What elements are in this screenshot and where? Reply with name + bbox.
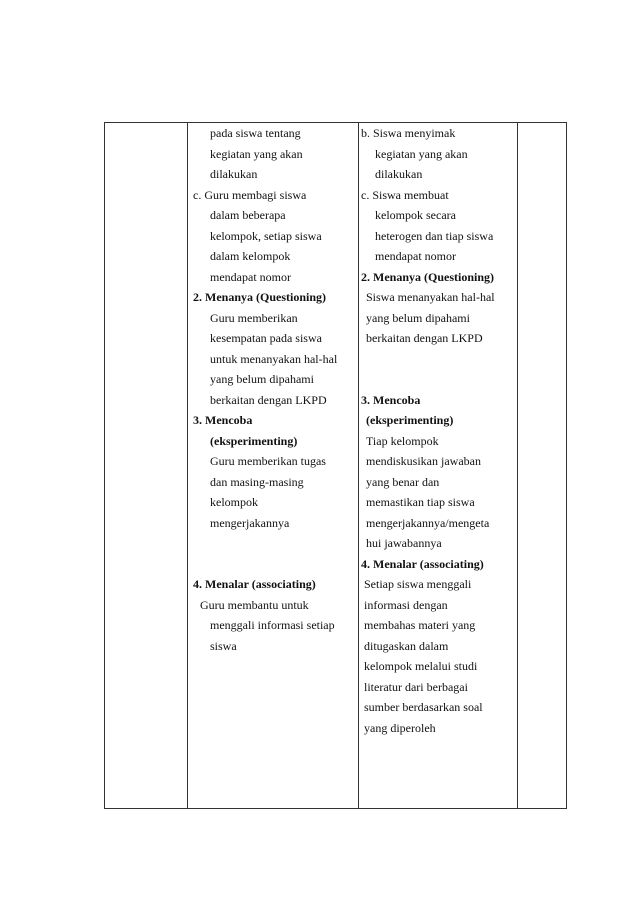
text-line: yang belum dipahami [366, 310, 470, 325]
spacer [361, 369, 516, 390]
text-line: hui jawabannya [366, 536, 442, 550]
text-line: dilakukan [375, 167, 423, 181]
column-divider [187, 123, 188, 808]
text-line: Guru membantu untuk [200, 597, 309, 612]
column-divider [517, 123, 518, 808]
text-line: siswa [210, 638, 237, 653]
text-line: pada siswa tentang [210, 126, 301, 140]
text-line: heterogen dan tiap siswa [375, 228, 494, 243]
text-line: mengerjakannya [210, 515, 290, 530]
text-line: sumber berdasarkan soal [364, 700, 483, 714]
list-item: b. Siswa menyimak [361, 126, 456, 140]
spacer [193, 554, 358, 575]
text-line: kelompok melalui studi [364, 659, 478, 673]
list-item: c. Siswa membuat [361, 187, 449, 202]
text-line: Tiap kelompok [366, 433, 439, 448]
student-activities-cell [361, 123, 516, 738]
text-line: Setiap siswa menggali [364, 577, 472, 591]
text-line: kelompok, setiap siswa [210, 228, 322, 243]
text-line: yang benar dan [366, 474, 440, 489]
text-line: kelompok [210, 495, 258, 509]
text-line: informasi dengan [364, 597, 448, 612]
text-line: yang belum dipahami [210, 372, 314, 386]
section-heading: 3. Mencoba [361, 392, 421, 407]
text-line: Guru memberikan [210, 310, 298, 325]
text-line: dan masing-masing [210, 474, 304, 489]
section-heading: 4. Menalar (associating) [193, 577, 316, 591]
text-line: mendapat nomor [210, 269, 291, 284]
text-line: yang diperoleh [364, 720, 436, 735]
section-heading: (eksperimenting) [366, 413, 454, 427]
teacher-activities-cell [193, 123, 358, 656]
text-line: literatur dari berbagai [364, 679, 468, 694]
text-line: kelompok secara [375, 208, 456, 222]
text-line: kegiatan yang akan [210, 146, 303, 161]
text-line: dalam kelompok [210, 249, 291, 263]
section-heading: 2. Menanya (Questioning) [193, 290, 327, 304]
text-line: berkaitan dengan LKPD [210, 392, 327, 407]
learning-activities-table [104, 122, 567, 809]
text-line: berkaitan dengan LKPD [366, 331, 483, 345]
text-line: untuk menanyakan hal-hal [210, 351, 338, 366]
text-line: dilakukan [210, 167, 258, 181]
text-line: ditugaskan dalam [364, 638, 449, 653]
text-line: kesempatan pada siswa [210, 331, 322, 345]
section-heading: (eksperimenting) [210, 433, 298, 448]
section-heading: 4. Menalar (associating) [361, 556, 484, 571]
section-heading: 3. Mencoba [193, 413, 253, 427]
spacer [361, 349, 516, 370]
text-line: dalam beberapa [210, 208, 286, 222]
section-heading: 2. Menanya (Questioning) [361, 269, 495, 284]
text-line: kegiatan yang akan [375, 146, 468, 161]
spacer [193, 533, 358, 554]
text-line: Guru memberikan tugas [210, 454, 326, 468]
text-line: membahas materi yang [364, 618, 476, 632]
list-item: c. Guru membagi siswa [193, 187, 307, 202]
column-divider [358, 123, 359, 808]
text-line: mendiskusikan jawaban [366, 454, 481, 468]
text-line: mendapat nomor [375, 249, 456, 263]
text-line: mengerjakannya/mengeta [366, 515, 490, 530]
text-line: memastikan tiap siswa [366, 495, 475, 509]
text-line: menggali informasi setiap [210, 618, 335, 632]
text-line: Siswa menanyakan hal-hal [366, 290, 495, 304]
